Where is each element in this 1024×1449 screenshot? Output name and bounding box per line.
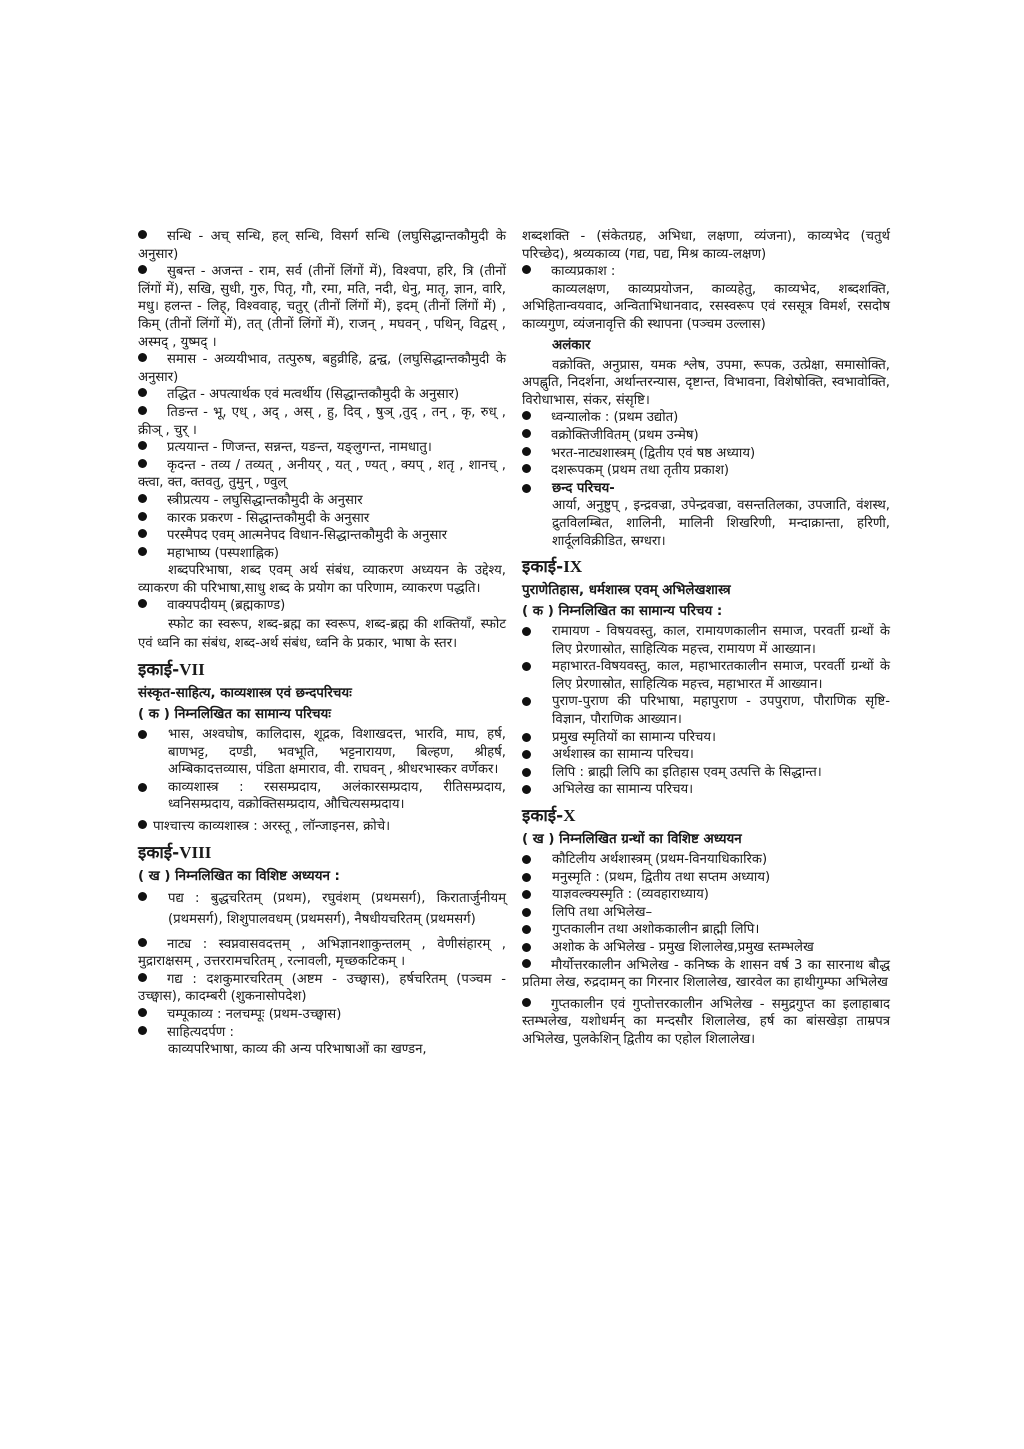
bullet-icon xyxy=(522,265,531,274)
list-item-kavyaprakasha: काव्यप्रकाश : xyxy=(522,263,890,281)
list-item-kridanta: कृदन्त - तव्य / तव्यत् , अनीयर् , यत् , ण्यत् , क्यप् , शतृ , शानच् , क्त्वा, क्त, क्तवतु, तुमुन् , ण्वुल् xyxy=(138,457,506,491)
unit-9-heading: इकाई-IX xyxy=(522,557,583,578)
list-item-vakyapadiyam: वाक्यपदीयम् (ब्रह्मकाण्ड) xyxy=(138,597,506,615)
bullet-icon xyxy=(522,855,531,864)
list-item-padya: पद्य : बुद्धचरितम् (प्रथम), रघुवंशम् (प्रथमसर्ग), किरातार्जुनीयम् (प्रथमसर्ग), शिशुपालवधम् (प्रथमसर्ग), नैषधीयचरितम् (प्रथमसर्ग) xyxy=(138,888,506,930)
bullet-icon xyxy=(522,429,531,438)
list-item-lipi: लिपि : ब्राह्मी लिपि का इतिहास एवम् उत्पत्ति के सिद्धान्त। xyxy=(522,764,890,782)
bullet-icon xyxy=(138,783,147,792)
list-item-parasmaipada: परस्मैपद एवम् आत्मनेपद विधान-सिद्धान्तकौमुदी के अनुसार xyxy=(138,527,506,545)
bullet-icon xyxy=(138,599,147,608)
list-item-manusmriti: मनुस्मृति : (प्रथम, द्वितीय तथा सप्तम अध्याय) xyxy=(522,869,890,887)
bullet-icon xyxy=(138,973,147,982)
sahityadarpana-continued: शब्दशक्ति - (संकेतग्रह, अभिधा, लक्षणा, व्यंजना), काव्यभेद (चतुर्थ परिच्छेद), श्रव्यकाव्य (गद्य, पद्य, मिश्र काव्य-लक्षण) xyxy=(522,229,890,262)
chhanda-details: आर्या, अनुष्टुप् , इन्द्रवज्रा, उपेन्द्रवज्रा, वसन्ततिलका, उपजाति, वंशस्थ, द्रुतविलम्बित, शालिनी, मालिनी शिखरिणी, मन्दाक्रान्ता, हरिणी, शार्दूलविक्रीडित, स्रग्धरा। xyxy=(552,498,890,549)
bullet-icon xyxy=(138,1008,147,1017)
list-item-natya: नाट्य : स्वप्नवासवदत्तम् , अभिज्ञानशाकुन्तलम् , वेणीसंहारम् , मुद्राराक्षसम् , उत्तररामचरितम् , रत्नावली, मृच्छकटिकम् । xyxy=(138,936,506,970)
list-item-abhilekha: अभिलेख का सामान्य परिचय। xyxy=(522,781,890,799)
bullet-icon xyxy=(522,733,531,742)
list-item-sahityadarpana: साहित्यदर्पण : xyxy=(138,1024,506,1042)
bullet-icon xyxy=(138,820,147,829)
bullet-icon xyxy=(522,998,531,1007)
bullet-icon xyxy=(138,441,147,450)
bullet-icon xyxy=(138,529,147,538)
list-item-smriti: प्रमुख स्मृतियों का सामान्य परिचय। xyxy=(522,729,890,747)
list-item-subanta: सुबन्त - अजन्त - राम, सर्व (तीनों लिंगों में), विश्वपा, हरि, त्रि (तीनों लिंगों में), सखि, सुधी, गुरु, पितृ, गौ, रमा, मति, नदी, धेनु, मातृ, ज्ञान, वारि, मधु। हलन्त - लिह्, विश्ववाह्, चतुर् (तीनों लिंगों में), इदम् (तीनों लिंगों में) , किम् (तीनों लिंगों में), तत् (तीनों लिंगों में), राजन् , मघवन् , पथिन्, विद्वस् , अस्मद् , युष्मद् । xyxy=(138,264,506,350)
bullet-icon xyxy=(138,494,147,503)
bullet-icon xyxy=(138,459,147,468)
bullet-icon xyxy=(138,892,147,901)
list-item-natyashastra: भरत-नाट्यशास्त्रम् (द्वितीय एवं षष्ठ अध्याय) xyxy=(522,445,890,463)
list-item-pratyayanta: प्रत्ययान्त - णिजन्त, सन्नन्त, यङन्त, यङ्लुगन्त, नामधातु। xyxy=(138,439,506,457)
list-item-kavyashastra: काव्यशास्त्र : रससम्प्रदाय, अलंकारसम्प्रदाय, रीतिसम्प्रदाय, ध्वनिसम्प्रदाय, वक्रोक्तिसम्प्रदाय, औचित्यसम्प्रदाय। xyxy=(138,779,506,814)
bullet-icon xyxy=(522,484,531,493)
bullet-icon xyxy=(138,1026,147,1035)
bullet-icon xyxy=(138,730,147,739)
unit-7-subheading: ( क ) निम्नलिखित का सामान्य परिचयः xyxy=(138,707,331,723)
kavyaprakasha-details: काव्यलक्षण, काव्यप्रयोजन, काव्यहेतु, काव्यभेद, शब्दशक्ति, अभिहितान्वयवाद, अन्विताभिधानवाद, रसस्वरूप एवं रससूत्र विमर्श, रसदोष काव्यगुण, व्यंजनावृत्ति की स्थापना (पञ्चम उल्लास) xyxy=(522,281,890,332)
list-item-taddhita: तद्धित - अपत्यार्थक एवं मत्वर्थीय (सिद्धान्तकौमुदी के अनुसार) xyxy=(138,386,506,404)
list-item-lipi-abhilekha: लिपि तथा अभिलेख– xyxy=(522,904,890,922)
bullet-icon xyxy=(138,353,147,362)
list-item-stripratyaya: स्त्रीप्रत्यय - लघुसिद्धान्तकौमुदी के अनुसार xyxy=(138,492,506,510)
bullet-icon xyxy=(522,873,531,882)
unit-8-subheading: ( ख ) निम्नलिखित का विशिष्ट अध्ययन : xyxy=(138,868,340,884)
bullet-icon xyxy=(522,750,531,759)
list-item-dhvanyaloka: ध्वन्यालोक : (प्रथम उद्योत) xyxy=(522,409,890,427)
unit-10-subheading: ( ख ) निम्नलिखित ग्रन्थों का विशिष्ट अध्ययन xyxy=(522,832,742,848)
alankar-details: वक्रोक्ति, अनुप्रास, यमक श्लेष, उपमा, रूपक, उत्प्रेक्षा, समासोक्ति, अपह्नुति, निदर्शना, अर्थान्तरन्यास, दृष्टान्त, विभावना, विशेषोक्ति, स्वभावोक्ति, विरोधाभास, संकर, संसृष्टि। xyxy=(522,357,890,408)
mahabhashya-details: शब्दपरिभाषा, शब्द एवम् अर्थ संबंध, व्याकरण अध्ययन के उद्देश्य, व्याकरण की परिभाषा,साधु शब्द के प्रयोग का परिणाम, व्याकरण पद्धति। xyxy=(138,563,506,596)
list-item-ashoka: अशोक के अभिलेख - प्रमुख शिलालेख,प्रमुख स्तम्भलेख xyxy=(522,939,890,957)
list-item-yajnavalkya: याज्ञवल्क्यस्मृति : (व्यवहाराध्याय) xyxy=(522,886,890,904)
list-item-mahabharata: महाभारत-विषयवस्तु, काल, महाभारतकालीन समाज, परवर्ती ग्रन्थों के लिए प्रेरणास्रोत, साहित्यिक महत्त्व, महाभारत में आख्यान। xyxy=(522,658,890,693)
list-item-post-mauryan: मौर्योत्तरकालीन अभिलेख - कनिष्क के शासन वर्ष 3 का सारनाथ बौद्ध प्रतिमा लेख, रुद्रदामन् का गिरनार शिलालेख, खारवेल का हाथीगुम्फा अभिलेख xyxy=(522,957,890,991)
bullet-icon xyxy=(522,411,531,420)
list-item-poets: भास, अश्वघोष, कालिदास, शूद्रक, विशाखदत्त, भारवि, माघ, हर्ष, बाणभट्ट, दण्डी, भवभूति, भट्टनारायण, बिल्हण, श्रीहर्ष, अम्बिकादत्तव्यास, पंडिता क्षमाराव, वी. राघवन् , श्रीधरभास्कर वर्णेकर। xyxy=(138,726,506,779)
sahityadarpana-details: काव्यपरिभाषा, काव्य की अन्य परिभाषाओं का खण्डन, xyxy=(168,1042,427,1058)
bullet-icon xyxy=(138,938,147,947)
list-item-samasa: समास - अव्ययीभाव, तत्पुरुष, बहुव्रीहि, द्वन्द्व, (लघुसिद्धान्तकौमुदी के अनुसार) xyxy=(138,352,506,385)
bullet-icon xyxy=(138,547,147,556)
bullet-icon xyxy=(522,959,531,968)
list-item-chhanda: छन्द परिचय- xyxy=(522,480,890,498)
list-item-vakroktijivitam: वक्रोक्तिजीवितम् (प्रथम उन्मेष) xyxy=(522,427,890,445)
alankar-heading: अलंकार xyxy=(552,337,591,353)
list-item-champukavya: चम्पूकाव्य : नलचम्पूः (प्रथम-उच्छ्वास) xyxy=(138,1006,506,1024)
bullet-icon xyxy=(522,662,531,671)
list-item-gupta-inscriptions: गुप्तकालीन एवं गुप्तोत्तरकालीन अभिलेख - समुद्रगुप्त का इलाहाबाद स्तम्भलेख, यशोधर्मन् का मन्दसौर शिलालेख, हर्ष का बांसखेड़ा ताम्रपत्र अभिलेख, पुलकेशिन् द्वितीय का एहोल शिलालेख। xyxy=(522,996,890,1047)
bullet-icon xyxy=(522,697,531,706)
unit-7-heading: इकाई-VII xyxy=(138,660,205,681)
list-item-brahmi: गुप्तकालीन तथा अशोककालीन ब्राह्मी लिपि। xyxy=(522,921,890,939)
bullet-icon xyxy=(522,464,531,473)
bullet-icon xyxy=(522,925,531,934)
unit-8-heading: इकाई-VIII xyxy=(138,842,212,863)
vakyapadiyam-details: स्फोट का स्वरूप, शब्द-ब्रह्म का स्वरूप, शब्द-ब्रह्म की शक्तियाँ, स्फोट एवं ध्वनि का संबंध, शब्द-अर्थ संबंध, ध्वनि के प्रकार, भाषा के स्तर। xyxy=(138,617,506,652)
list-item-ramayana: रामायण - विषयवस्तु, काल, रामायणकालीन समाज, परवर्ती ग्रन्थों के लिए प्रेरणास्रोत, साहित्यिक महत्त्व, रामायण में आख्यान। xyxy=(522,623,890,658)
list-item-western-poetics: पाश्चात्त्य काव्यशास्त्र : अरस्तू , लॉन्जाइनस, क्रोचे। xyxy=(138,818,506,836)
bullet-icon xyxy=(138,512,147,521)
bullet-icon xyxy=(138,265,147,274)
unit-9-title: पुराणेतिहास, धर्मशास्त्र एवम् अभिलेखशास्त्र xyxy=(522,583,731,599)
unit-10-heading: इकाई-X xyxy=(522,806,576,827)
list-item-mahabhashya: महाभाष्य (पस्पशाह्निक) xyxy=(138,545,506,563)
unit-9-subheading: ( क ) निम्नलिखित का सामान्य परिचय : xyxy=(522,604,723,620)
list-item-tinanta: तिङन्त - भू, एध् , अद् , अस् , हु, दिव् , षुञ् ,तुद् , तन् , कृ, रुध् , क्रीञ् , चुर् । xyxy=(138,404,506,438)
bullet-icon xyxy=(522,890,531,899)
unit-7-title: संस्कृत-साहित्य, काव्यशास्त्र एवं छन्दपरिचयः xyxy=(138,686,352,702)
list-item-dasharupakam: दशरूपकम् (प्रथम तथा तृतीय प्रकाश) xyxy=(522,462,890,480)
bullet-icon xyxy=(522,943,531,952)
list-item-sandhi: सन्धि - अच् सन्धि, हल् सन्धि, विसर्ग सन्धि (लघुसिद्धान्तकौमुदी के अनुसार) xyxy=(138,229,506,262)
bullet-icon xyxy=(522,447,531,456)
bullet-icon xyxy=(522,908,531,917)
list-item-kautiliya: कौटिलीय अर्थशास्त्रम् (प्रथम-विनयाधिकारिक) xyxy=(522,851,890,869)
bullet-icon xyxy=(522,768,531,777)
bullet-icon xyxy=(138,230,147,239)
bullet-icon xyxy=(522,785,531,794)
list-item-purana: पुराण-पुराण की परिभाषा, महापुराण - उपपुराण, पौराणिक सृष्टि-विज्ञान, पौराणिक आख्यान। xyxy=(522,693,890,728)
left-column xyxy=(138,228,506,1059)
list-item-arthashastra: अर्थशास्त्र का सामान्य परिचय। xyxy=(522,746,890,764)
bullet-icon xyxy=(138,388,147,397)
list-item-gadya: गद्य : दशकुमारचरितम् (अष्टम - उच्छ्वास), हर्षचरितम् (पञ्चम - उच्छ्वास), कादम्बरी (शुकनासोपदेश) xyxy=(138,971,506,1005)
bullet-icon xyxy=(522,627,531,636)
bullet-icon xyxy=(138,406,147,415)
list-item-karaka: कारक प्रकरण - सिद्धान्तकौमुदी के अनुसार xyxy=(138,510,506,528)
right-column xyxy=(522,228,890,1049)
